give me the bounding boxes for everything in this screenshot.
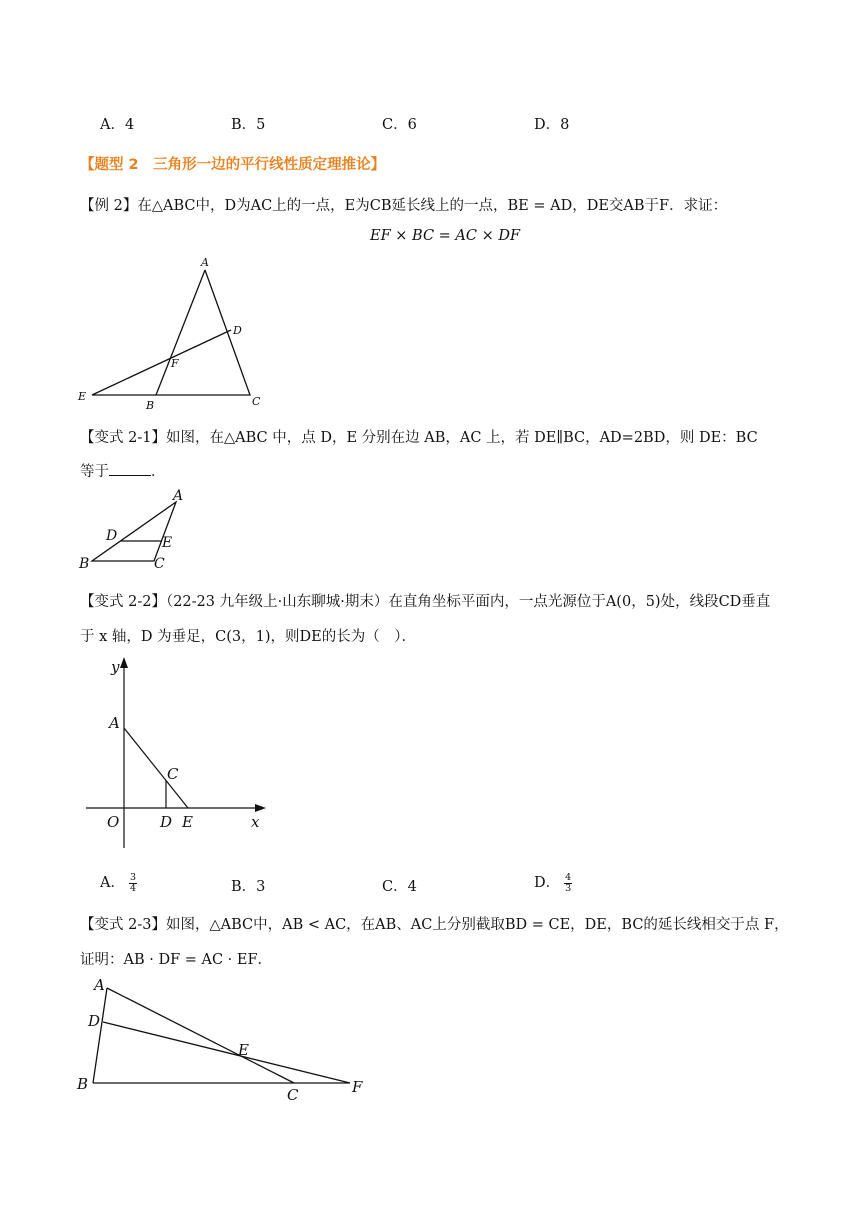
v22-label-e: E <box>182 813 193 831</box>
v23-label-d: D <box>88 1012 101 1030</box>
option-c: C．6 <box>382 117 417 133</box>
variant21-line2-suffix: ． <box>151 464 166 480</box>
ex2-label-d: D <box>233 324 242 337</box>
ex2-label-a: A <box>201 256 209 269</box>
ex2-label-e: E <box>78 390 87 403</box>
v22-label-y: y <box>111 658 120 676</box>
variant22-line2: 于 x 轴，D 为垂足，C(3，1)，则DE的长为（ ）． <box>80 629 416 645</box>
v23-label-e: E <box>238 1041 249 1059</box>
option-d: D．8 <box>534 117 570 133</box>
v22-option-d-prefix: D． <box>534 875 561 891</box>
v22-label-d: D <box>160 813 173 831</box>
fraction-three-quarters: $\frac{3}{4}$ <box>129 871 137 894</box>
v22-label-a: A <box>109 714 120 732</box>
v22-label-x: x <box>251 813 260 831</box>
v21-label-d: D <box>106 528 118 544</box>
variant21-line2-prefix: 等于 <box>80 464 109 480</box>
v21-label-a: A <box>173 488 184 504</box>
section-heading: 【题型 2 三角形一边的平行线性质定理推论】 <box>80 157 386 173</box>
ex2-label-b: B <box>146 399 155 412</box>
v22-option-c: C．4 <box>382 879 417 895</box>
example2-formula: EF × BC = AC × DF <box>370 228 521 244</box>
v22-label-o: O <box>107 813 120 831</box>
option-b: B．5 <box>231 117 266 133</box>
ex2-label-c: C <box>252 395 261 408</box>
v23-label-f: F <box>352 1078 363 1096</box>
option-a: A．4 <box>100 117 135 133</box>
variant21-line1: 【变式 2-1】如图，在△ABC 中，点 D，E 分别在边 AB，AC 上，若 DE∥BC，AD=2BD，则 DE：BC <box>80 430 758 446</box>
ex2-label-f: F <box>171 357 179 370</box>
v21-label-b: B <box>79 556 90 572</box>
v23-label-b: B <box>77 1075 89 1093</box>
example2-text: 【例 2】在△ABC中，D为AC上的一点，E为CB延长线上的一点，BE = AD，DE交AB于F．求证： <box>80 198 728 214</box>
v23-label-a: A <box>94 976 105 994</box>
fraction-four-thirds: $\frac{4}{3}$ <box>565 871 572 894</box>
v22-label-c: C <box>167 765 179 783</box>
variant22-line1: 【变式 2-2】（22-23 九年级上·山东聊城·期末）在直角坐标平面内，一点光源位于A(0，5)处，线段CD垂直 <box>80 594 771 610</box>
v23-label-c: C <box>287 1086 299 1104</box>
v21-label-e: E <box>162 535 173 551</box>
v21-label-c: C <box>154 556 165 572</box>
v22-option-a-prefix: A． <box>100 875 125 891</box>
variant23-line1: 【变式 2-3】如图，△ABC中，AB < AC，在AB、AC上分别截取BD = CE，DE，BC的延长线相交于点 F， <box>80 917 789 933</box>
v22-option-b: B．3 <box>231 879 266 895</box>
variant23-line2: 证明：AB · DF = AC · EF． <box>80 952 273 968</box>
